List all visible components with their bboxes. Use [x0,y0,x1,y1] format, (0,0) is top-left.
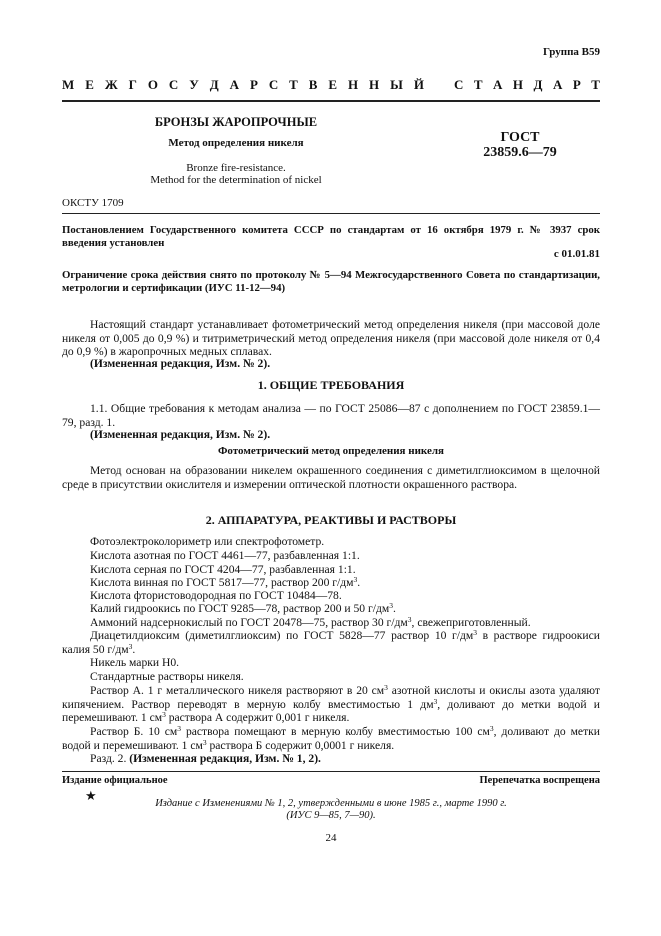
section-1-heading: 1. ОБЩИЕ ТРЕБОВАНИЯ [257,378,405,392]
reagent-line: Калий гидроокись по ГОСТ 9285—78, раствор 200 и 50 $г/дм^3$. [90,601,396,615]
photometric-paragraph: Метод основан на образовании никелем окрашенного соединения с диметилглиоксимом в щелочной среде в присутствии окислителя и измерении оптической плотности окрашенного раствора. [62,464,600,491]
reagent-line: Кислота винная по ГОСТ 5817—77, раствор 200 $г/дм^3$. [90,575,361,589]
banner-letter: Ы [390,77,403,92]
page-number: 24 [325,832,337,844]
banner-letter: Й [413,77,424,92]
banner-word-interstate [62,77,424,93]
banner-letter: Т [473,77,483,92]
reagent-line: Диацетилдиоксим (диметилглиоксим) по ГОСТ 5828—77 раствор 10 $г/дм^3$ в растворе гидроокиси калия 50 $г/дм^3$. [62,628,600,656]
edition-note-line1: Издание с Изменениями № 1, 2, утвержденными в июне 1985 г., марте 1990 г. [155,798,507,809]
gost-number: 23859.6—79 [483,145,557,160]
limit-removal-text: Ограничение срока действия снято по протоколу № 5—94 Межгосударственного Совета по стандартизации, метрологии и сертификации (ИУС 11-12—94) [62,269,600,294]
banner-letter: Д [209,77,219,92]
footer-rule [62,771,600,772]
banner-letter: У [189,77,199,92]
banner-letter: Р [249,77,258,92]
reagent-line: Никель марки Н0. [90,656,180,669]
decree-text: Постановлением Государственного комитета СССР по стандартам от 16 октября 1979 г. № 3937 срок введения установлен [62,224,600,249]
okstu-code: ОКСТУ 1709 [62,197,124,209]
banner-letter: Е [328,77,338,92]
english-title-line1: Bronze fire-resistance. [186,162,286,174]
banner-letter: С [168,77,179,92]
group-code: Группа В59 [542,46,600,58]
section-2-heading: 2. АППАРАТУРА, РЕАКТИВЫ И РАСТВОРЫ [205,513,457,527]
solution-b-paragraph: Раствор Б. 10 $см^3$ раствора помещают в мерную колбу вместимостью 100 $см^3$, доливают до метки водой и перемешивают. 1 $см^3$ раствора Б содержит 0,0001 г никеля. [62,724,600,752]
star-icon: ★ [85,788,97,803]
banner-letter: Д [533,77,543,92]
photometric-heading: Фотометрический метод определения никеля [217,445,445,457]
banner-letter: Е [85,77,94,92]
banner-letter: Н [369,77,380,92]
banner-letter: А [552,77,563,92]
reprint-prohibited-label: Перепечатка воспрещена [479,775,600,786]
banner-letter: А [493,77,503,92]
section-2-edit-note: Разд. 2. (Измененная редакция, Изм. № 1, 2). [90,752,321,765]
solution-a-paragraph: Раствор А. 1 г металлического никеля растворяют в 20 $см^3$ азотной кислоты и окислы азота удаляют кипячением. Раствор переводят в мерную колбу вместимостью 1 $дм^3$, доливают до метки водой и перемешивают. 1 $см^3$ раствора А содержит 0,001 г никеля. [62,683,600,725]
reagent-line: Стандартные растворы никеля. [90,670,244,683]
intro-paragraph: Настоящий стандарт устанавливает фотометрический метод определения никеля (при массовой доле никеля от 0,005 до 0,9 %) и титриметрический метод определения никеля (при массовой доле никеля от 0,4 до 0,9 %) в жаропрочных медных сплавах. [62,318,600,359]
gost-label: ГОСТ [500,130,540,145]
intro-edit-note: (Измененная редакция, Изм. № 2). [90,357,271,370]
title-rule [62,213,600,214]
document-subtitle: Метод определения никеля [168,137,304,149]
official-edition-label: Издание официальное [62,775,168,786]
banner-letter: Г [128,77,137,92]
reagent-line: Аммоний надсернокислый по ГОСТ 20478—75, раствор 30 $г/дм^3$, свежеприготовленный. [90,615,531,629]
header-rule [62,100,600,102]
banner-letter: Т [591,77,600,92]
banner-word-standard [454,77,600,93]
english-title-line2: Method for the determination of nickel [150,174,322,186]
banner-letter: М [62,77,75,92]
document-title: БРОНЗЫ ЖАРОПРОЧНЫЕ [154,115,318,129]
banner-letter: Н [347,77,359,92]
reagent-line: Кислота азотная по ГОСТ 4461—77, разбавленная 1:1. [90,549,360,562]
banner-letter: Р [572,77,581,92]
banner-letter: С [454,77,464,92]
standard-banner [62,77,600,93]
banner-letter: Ж [104,77,118,92]
banner-letter: С [268,77,279,92]
introduction-date: с 01.01.81 [553,248,600,260]
banner-letter: О [147,77,158,92]
banner-letter: А [229,77,239,92]
banner-letter: В [308,77,318,92]
reagent-line: Фотоэлектроколориметр или спектрофотометр. [90,535,325,548]
banner-letter: Т [289,77,298,92]
section-1-edit-note: (Измененная редакция, Изм. № 2). [90,428,271,441]
reagent-line: Кислота фтористоводородная по ГОСТ 10484—78. [90,589,342,602]
edition-note-line2: (ИУС 9—85, 7—90). [286,810,376,821]
banner-letter: Н [512,77,524,92]
section-1-paragraph: 1.1. Общие требования к методам анализа — по ГОСТ 25086—87 с дополнением по ГОСТ 23859.1—79, разд. 1. [62,402,600,429]
reagent-line: Кислота серная по ГОСТ 4204—77, разбавленная 1:1. [90,563,356,576]
